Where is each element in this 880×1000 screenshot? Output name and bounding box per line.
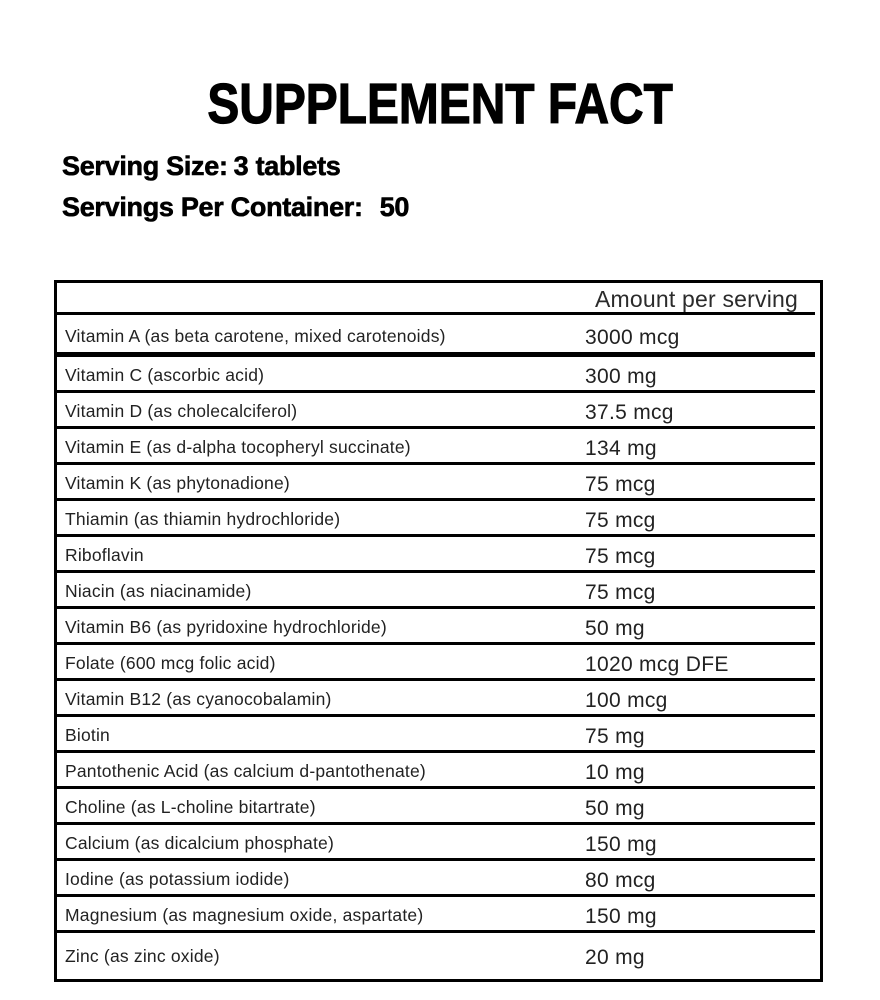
nutrient-name: Niacin (as niacinamide) xyxy=(65,580,252,601)
nutrient-amount: 75 mcg xyxy=(585,473,656,496)
serving-size-value: 3 tablets xyxy=(233,151,341,181)
page-title-text: SUPPLEMENT FACT xyxy=(207,72,673,136)
serving-size-line xyxy=(62,150,409,182)
nutrient-amount: 300 mg xyxy=(585,365,657,388)
nutrient-name: Folate (600 mcg folic acid) xyxy=(65,652,276,673)
table-header-row xyxy=(57,283,820,315)
nutrient-name: Vitamin B6 (as pyridoxine hydrochloride) xyxy=(65,616,387,637)
nutrient-amount: 150 mg xyxy=(585,833,657,856)
nutrient-name: Pantothenic Acid (as calcium d-pantothenate) xyxy=(65,760,426,781)
table-row xyxy=(57,681,820,717)
nutrient-amount: 75 mcg xyxy=(585,581,656,604)
nutrient-name: Magnesium (as magnesium oxide, aspartate) xyxy=(65,904,424,925)
nutrient-amount: 20 mg xyxy=(585,946,645,969)
nutrient-amount: 37.5 mcg xyxy=(585,401,674,424)
table-row xyxy=(57,465,820,501)
nutrient-amount: 75 mg xyxy=(585,725,645,748)
nutrient-name: Riboflavin xyxy=(65,544,144,565)
table-row xyxy=(57,861,820,897)
table-row xyxy=(57,501,820,537)
table-row xyxy=(57,897,820,933)
nutrient-amount: 3000 mcg xyxy=(585,326,680,349)
nutrient-name: Vitamin K (as phytonadione) xyxy=(65,472,290,493)
supplement-facts-table xyxy=(54,280,823,982)
table-row xyxy=(57,753,820,789)
table-row xyxy=(57,537,820,573)
nutrient-name: Vitamin D (as cholecalciferol) xyxy=(65,400,298,421)
table-row xyxy=(57,717,820,753)
nutrient-name: Vitamin C (ascorbic acid) xyxy=(65,364,265,385)
nutrient-amount: 50 mg xyxy=(585,617,645,640)
nutrient-name: Vitamin A (as beta carotene, mixed carotenoids) xyxy=(65,325,446,346)
nutrient-amount: 80 mcg xyxy=(585,869,656,892)
table-row xyxy=(57,429,820,465)
nutrient-name: Choline (as L-choline bitartrate) xyxy=(65,796,316,817)
nutrient-name: Vitamin B12 (as cyanocobalamin) xyxy=(65,688,332,709)
nutrient-name: Iodine (as potassium iodide) xyxy=(65,868,290,889)
table-row xyxy=(57,825,820,861)
table-row xyxy=(57,357,820,393)
nutrient-amount: 100 mcg xyxy=(585,689,668,712)
servings-per-container-line xyxy=(62,191,409,223)
nutrient-name: Biotin xyxy=(65,724,110,745)
nutrient-name: Thiamin (as thiamin hydrochloride) xyxy=(65,508,341,529)
servings-per-container-value: 50 xyxy=(379,192,410,222)
nutrient-amount: 75 mcg xyxy=(585,545,656,568)
table-row xyxy=(57,645,820,681)
nutrient-amount: 134 mg xyxy=(585,437,657,460)
table-row xyxy=(57,933,820,979)
nutrient-amount: 1020 mcg DFE xyxy=(585,653,729,676)
page-title xyxy=(0,72,880,136)
nutrient-amount: 75 mcg xyxy=(585,509,656,532)
nutrient-amount: 150 mg xyxy=(585,905,657,928)
amount-column-header: Amount per serving xyxy=(594,285,798,312)
table-row xyxy=(57,789,820,825)
serving-info xyxy=(62,150,409,232)
nutrient-amount: 50 mg xyxy=(585,797,645,820)
servings-per-container-label: Servings Per Container: xyxy=(62,192,363,222)
nutrient-name: Zinc (as zinc oxide) xyxy=(65,945,220,966)
table-row xyxy=(57,573,820,609)
nutrient-name: Vitamin E (as d-alpha tocopheryl succinate) xyxy=(65,436,411,457)
table-row xyxy=(57,609,820,645)
nutrient-name: Calcium (as dicalcium phosphate) xyxy=(65,832,335,853)
serving-size-label: Serving Size: xyxy=(62,151,228,181)
table-row xyxy=(57,315,820,357)
nutrient-amount: 10 mg xyxy=(585,761,645,784)
table-row xyxy=(57,393,820,429)
